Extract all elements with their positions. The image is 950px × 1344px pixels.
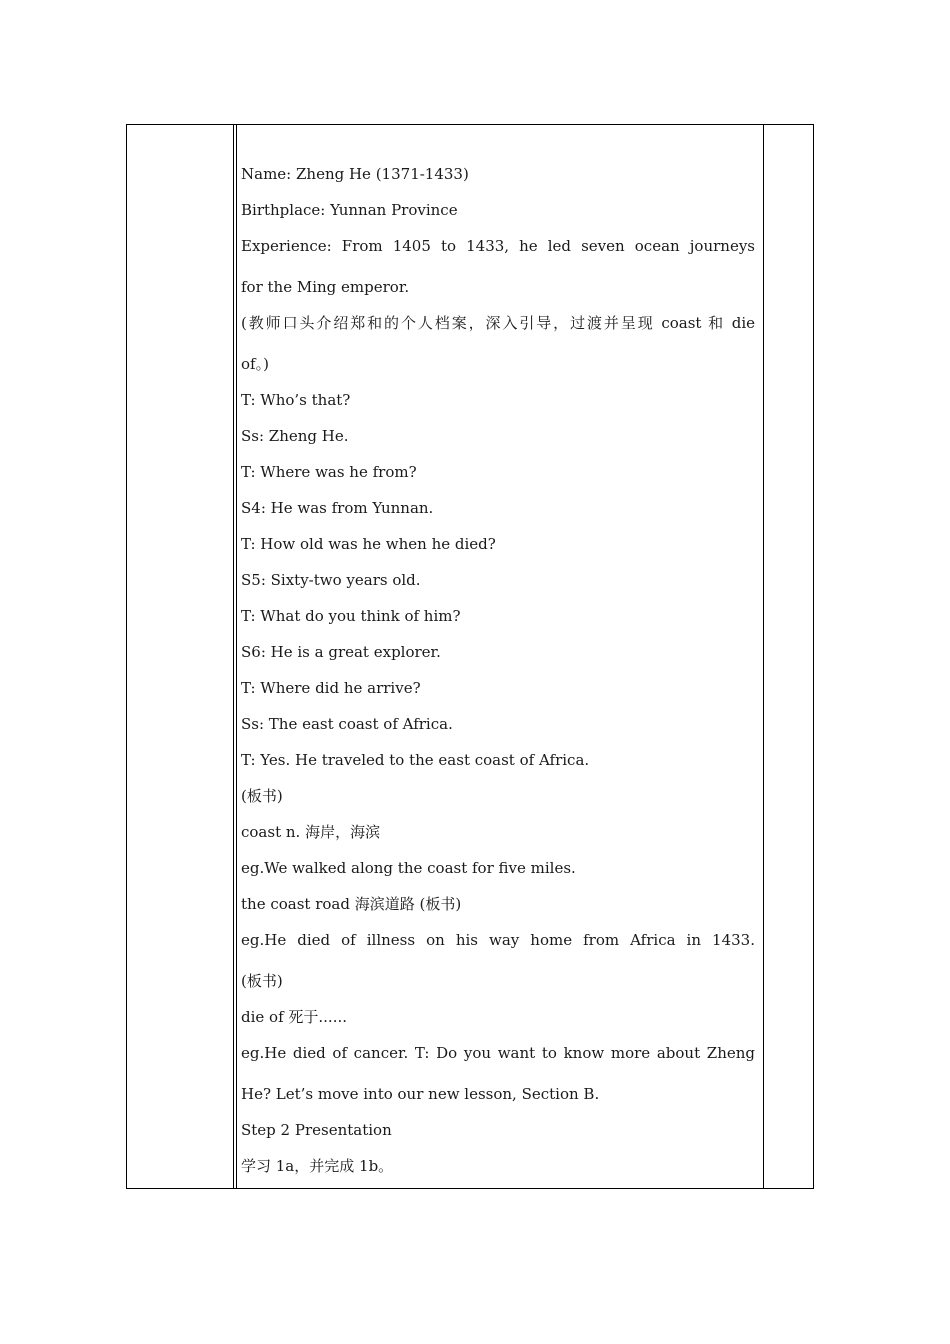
- profile-name-line: Name: Zheng He (1371-1433): [241, 165, 469, 183]
- column-divider-left-inner: [236, 125, 237, 1188]
- board-note: (板书): [241, 787, 283, 805]
- column-divider-left: [233, 125, 234, 1188]
- example-line: eg.We walked along the coast for five miles.: [241, 859, 576, 877]
- example-line: eg.He died of cancer. T: Do you want to know more about Zheng: [241, 1044, 755, 1062]
- vocab-coast-road: the coast road 海滨道路 (板书): [241, 895, 462, 913]
- dialogue-line: S5: Sixty-two years old.: [241, 571, 421, 589]
- vocab-die-of: die of 死于......: [241, 1008, 348, 1026]
- dialogue-line: Ss: Zheng He.: [241, 427, 349, 445]
- dialogue-line: T: Where was he from?: [241, 463, 417, 481]
- profile-birthplace-line: Birthplace: Yunnan Province: [241, 201, 458, 219]
- dialogue-line: T: Yes. He traveled to the east coast of Africa.: [241, 751, 590, 769]
- dialogue-line: S4: He was from Yunnan.: [241, 499, 434, 517]
- teacher-note-line: (教师口头介绍郑和的个人档案，深入引导，过渡并呈现 coast 和 die: [241, 314, 755, 332]
- dialogue-line: He? Let’s move into our new lesson, Section B.: [241, 1085, 600, 1103]
- step-heading: Step 2 Presentation: [241, 1121, 392, 1139]
- dialogue-line: T: Where did he arrive?: [241, 679, 421, 697]
- board-note: (板书): [241, 972, 283, 990]
- dialogue-line: Ss: The east coast of Africa.: [241, 715, 453, 733]
- instruction-line: 学习 1a，并完成 1b。: [241, 1157, 394, 1175]
- dialogue-line: T: Who’s that?: [241, 391, 351, 409]
- example-line: eg.He died of illness on his way home from Africa in 1433.: [241, 931, 755, 949]
- dialogue-line: S6: He is a great explorer.: [241, 643, 441, 661]
- teacher-note-cont-line: of。): [241, 355, 269, 373]
- dialogue-line: T: What do you think of him?: [241, 607, 461, 625]
- profile-experience-line: Experience: From 1405 to 1433, he led seven ocean journeys: [241, 237, 755, 255]
- profile-experience-cont-line: for the Ming emperor.: [241, 278, 410, 296]
- lesson-table: [126, 124, 814, 1189]
- vocab-coast: coast n. 海岸，海滨: [241, 823, 381, 841]
- column-divider-right: [763, 125, 764, 1188]
- dialogue-line: T: How old was he when he died?: [241, 535, 496, 553]
